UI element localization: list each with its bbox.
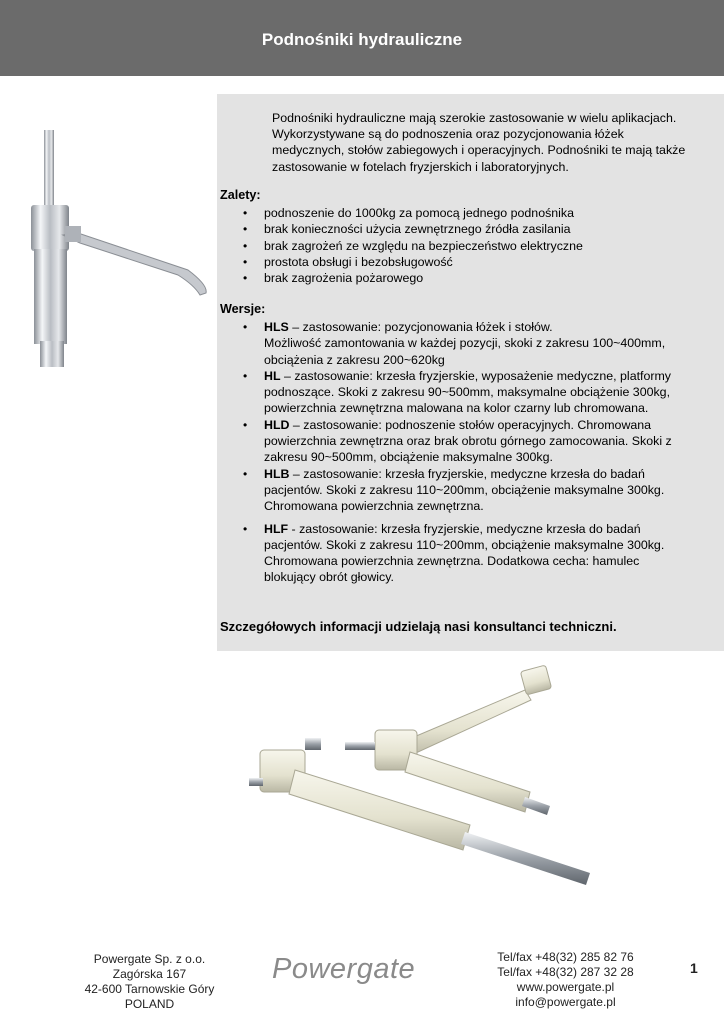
list-item: • HL – zastosowanie: krzesła fryzjerskie, wyposażenie medyczne, platformy podnoszące. Skoki z zakresu 90~500mm, maksymalne obciążenie 300kg, powierzchnia zewnętrzna malowana na kolor czarny lub chromowana. [243,368,671,416]
version-code: HLB [264,466,290,481]
version-code: HLF [264,521,289,536]
page-footer [0,948,724,1024]
website-link[interactable]: www.powergate.pl [516,980,615,994]
list-item: • HLB – zastosowanie: krzesła fryzjerskie, medyczne krzesła do badań pacjentów. Skoki z zakresu 110~200mm, obciążenie maksymalne 300kg. Chromowana powierzchnia zewnętrzna. [243,466,665,514]
intro-paragraph [272,110,722,175]
intro-line: Wykorzystywane są do podnoszenia oraz pozycjonowania łóżek [272,127,624,142]
list-item: • brak zagrożenia pożarowego [243,271,424,286]
powergate-logo: Powergate [272,953,416,985]
closing-note: Szczegółowych informacji udzielają nasi konsultanci techniczni. [220,619,617,634]
description-panel [217,94,724,651]
version-code: HLD [264,417,290,432]
email-link[interactable]: info@powergate.pl [515,995,616,1009]
advantages-title: Zalety: [220,188,261,202]
page-number: 1 [690,960,698,976]
version-code: HL [264,368,281,383]
list-item: • HLS – zastosowanie: pozycjonowania łóżek i stołów. Możliwość zamontowania w każdej pozycji, skoki z zakresu 100~400mm, obciążenia z zakresu 200~620kg [243,320,666,367]
version-code: HLS [264,320,289,334]
page-title: Podnośniki hydrauliczne [261,30,463,49]
versions-title: Wersje: [220,302,266,316]
list-item: • HLD – zastosowanie: podnoszenie stołów operacyjnych. Chromowana powierzchnia zewnętrzna oraz brak obrotu górnego zamocowania. Skoki z zakresu 90~500mm, obciążenie maksymalne 300kg. [243,417,672,465]
list-item: • brak konieczności użycia zewnętrznego źródła zasilania [243,222,571,237]
advantages-list [217,205,717,286]
phone-line: Tel/fax +48(32) 285 82 76 [497,950,634,964]
company-address: Powergate Sp. z o.o. Zagórska 167 42-600 Tarnowskie Góry POLAND [84,952,215,1011]
chrome-hydraulic-lift-photo [18,125,218,375]
intro-line: Podnośniki hydrauliczne mają szerokie zastosowanie w wielu aplikacjach. [272,111,677,125]
phone-line: Tel/fax +48(32) 287 32 28 [497,965,634,979]
list-item: • prostota obsługi i bezobsługowość [243,254,453,269]
list-item: • brak zagrożeń ze względu na bezpieczeństwo elektryczne [243,238,583,253]
list-item: • podnoszenie do 1000kg za pomocą jednego podnośnika [243,206,575,220]
intro-line: zastosowanie w fotelach fryzjerskich i laboratoryjnych. [272,159,569,174]
intro-line: medycznych, stołów zabiegowych i operacyjnych. Podnośniki te mają także [272,143,686,158]
page-header [0,0,724,76]
list-item: • HLF - zastosowanie: krzesła fryzjerskie, medyczne krzesła do badań pacjentów. Skoki z zakresu 110~200mm, obciążenie maksymalne 300kg. Chromowana powierzchnia zewnętrzna. Dodatkowa cecha: hamulec blokujący obrót głowicy. [243,521,665,585]
cream-hydraulic-lifts-photo [245,660,605,920]
company-contact [488,950,643,1010]
versions-list [217,319,717,586]
